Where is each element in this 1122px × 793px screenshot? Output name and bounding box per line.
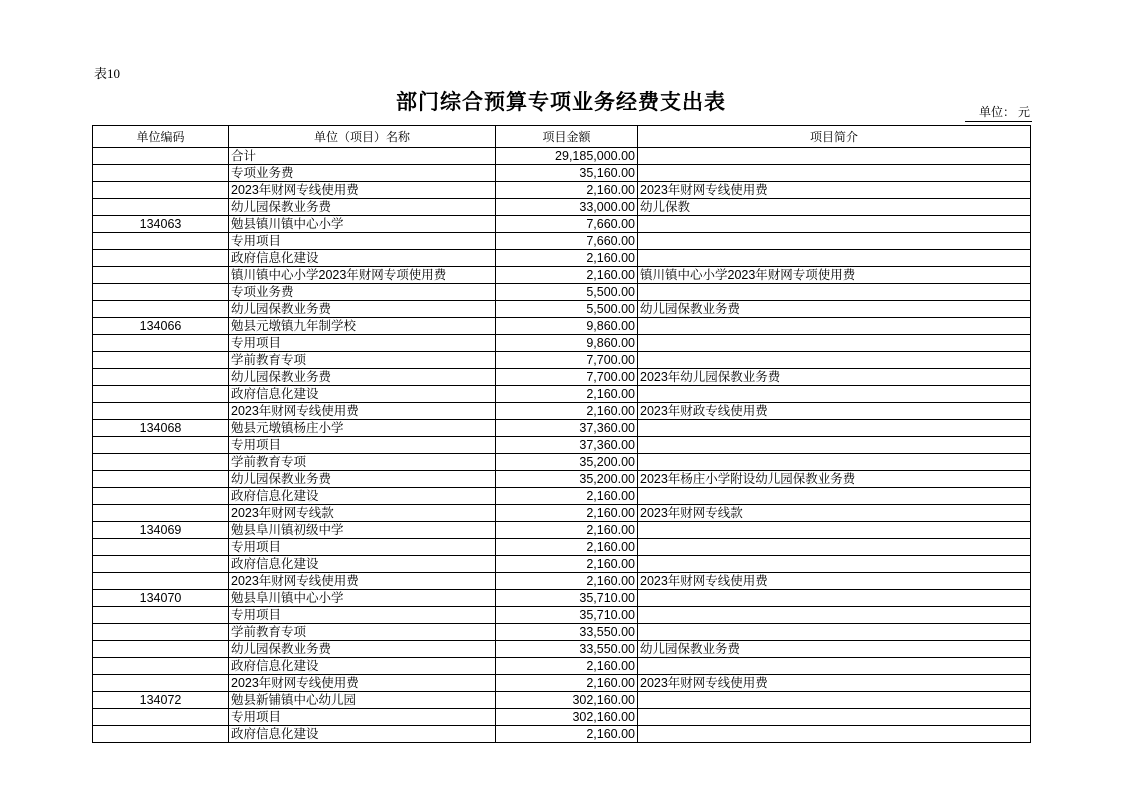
unit-name-cell: 政府信息化建设 — [229, 488, 496, 505]
unit-name-cell: 专用项目 — [229, 437, 496, 454]
unit-code-cell — [93, 233, 229, 250]
description-cell: 2023年杨庄小学附设幼儿园保教业务费 — [638, 471, 1031, 488]
unit-name-cell: 政府信息化建设 — [229, 726, 496, 743]
table-row — [93, 437, 1031, 454]
table-row — [93, 590, 1031, 607]
table-row — [93, 284, 1031, 301]
amount-cell: 2,160.00 — [496, 675, 638, 692]
amount-cell: 2,160.00 — [496, 539, 638, 556]
amount-cell: 29,185,000.00 — [496, 148, 638, 165]
column-header-amount: 项目金额 — [496, 126, 638, 148]
description-cell — [638, 284, 1031, 301]
unit-name-cell: 2023年财网专线使用费 — [229, 675, 496, 692]
amount-cell: 2,160.00 — [496, 403, 638, 420]
unit-name-cell: 勉县镇川镇中心小学 — [229, 216, 496, 233]
unit-code-cell — [93, 471, 229, 488]
table-row — [93, 182, 1031, 199]
unit-code-cell — [93, 369, 229, 386]
unit-name-cell: 2023年财网专线使用费 — [229, 182, 496, 199]
description-cell — [638, 165, 1031, 182]
unit-code-cell — [93, 556, 229, 573]
table-row — [93, 165, 1031, 182]
description-cell: 2023年财网专线使用费 — [638, 182, 1031, 199]
unit-code-cell — [93, 437, 229, 454]
unit-code-cell: 134070 — [93, 590, 229, 607]
description-cell: 幼儿园保教业务费 — [638, 641, 1031, 658]
amount-cell: 2,160.00 — [496, 182, 638, 199]
table-row — [93, 675, 1031, 692]
unit-name-cell: 勉县元墩镇九年制学校 — [229, 318, 496, 335]
table-row — [93, 726, 1031, 743]
table-row — [93, 454, 1031, 471]
unit-name-cell: 勉县阜川镇初级中学 — [229, 522, 496, 539]
amount-cell: 2,160.00 — [496, 573, 638, 590]
description-cell — [638, 318, 1031, 335]
unit-name-cell: 专用项目 — [229, 335, 496, 352]
amount-cell: 33,550.00 — [496, 624, 638, 641]
table-header — [93, 126, 1031, 148]
amount-cell: 7,660.00 — [496, 233, 638, 250]
description-cell — [638, 386, 1031, 403]
unit-name-cell: 幼儿园保教业务费 — [229, 471, 496, 488]
unit-code-cell — [93, 709, 229, 726]
description-cell: 2023年财网专线使用费 — [638, 675, 1031, 692]
description-cell — [638, 250, 1031, 267]
unit-code-cell — [93, 182, 229, 199]
table-row — [93, 420, 1031, 437]
unit-name-cell: 政府信息化建设 — [229, 556, 496, 573]
unit-code-cell — [93, 675, 229, 692]
unit-name-cell: 专项业务费 — [229, 284, 496, 301]
unit-name-cell: 2023年财网专线使用费 — [229, 403, 496, 420]
unit-name-cell: 合计 — [229, 148, 496, 165]
unit-code-cell — [93, 658, 229, 675]
description-cell — [638, 726, 1031, 743]
description-cell — [638, 420, 1031, 437]
description-cell — [638, 454, 1031, 471]
description-cell — [638, 216, 1031, 233]
unit-code-cell — [93, 267, 229, 284]
amount-cell: 302,160.00 — [496, 709, 638, 726]
table-row — [93, 233, 1031, 250]
table-row — [93, 709, 1031, 726]
unit-name-cell: 专用项目 — [229, 233, 496, 250]
amount-cell: 37,360.00 — [496, 420, 638, 437]
description-cell — [638, 607, 1031, 624]
amount-cell: 35,200.00 — [496, 454, 638, 471]
table-body — [93, 148, 1031, 743]
table-row — [93, 607, 1031, 624]
unit-code-cell — [93, 335, 229, 352]
table-row — [93, 488, 1031, 505]
description-cell: 2023年幼儿园保教业务费 — [638, 369, 1031, 386]
amount-cell: 2,160.00 — [496, 488, 638, 505]
description-cell: 2023年财政专线使用费 — [638, 403, 1031, 420]
unit-name-cell: 幼儿园保教业务费 — [229, 369, 496, 386]
unit-code-cell — [93, 454, 229, 471]
amount-cell: 2,160.00 — [496, 250, 638, 267]
budget-expense-table — [92, 125, 1031, 743]
unit-code-cell — [93, 641, 229, 658]
unit-name-cell: 政府信息化建设 — [229, 386, 496, 403]
amount-cell: 2,160.00 — [496, 522, 638, 539]
unit-code-cell — [93, 352, 229, 369]
amount-cell: 2,160.00 — [496, 505, 638, 522]
table-row — [93, 692, 1031, 709]
table-row — [93, 539, 1031, 556]
unit-code-cell — [93, 607, 229, 624]
unit-code-cell — [93, 403, 229, 420]
amount-cell: 302,160.00 — [496, 692, 638, 709]
unit-code-cell — [93, 386, 229, 403]
unit-code-cell — [93, 301, 229, 318]
description-cell — [638, 437, 1031, 454]
table-row — [93, 335, 1031, 352]
page-title: 部门综合预算专项业务经费支出表 — [396, 91, 726, 114]
description-cell — [638, 148, 1031, 165]
column-header-unit-code: 单位编码 — [93, 126, 229, 148]
table-row — [93, 573, 1031, 590]
description-cell: 2023年财网专线款 — [638, 505, 1031, 522]
unit-code-cell — [93, 488, 229, 505]
unit-code-cell — [93, 726, 229, 743]
table-row — [93, 318, 1031, 335]
unit-name-cell: 2023年财网专线款 — [229, 505, 496, 522]
unit-name-cell: 专用项目 — [229, 709, 496, 726]
unit-code-cell — [93, 250, 229, 267]
table-row — [93, 148, 1031, 165]
amount-cell: 2,160.00 — [496, 658, 638, 675]
table-row — [93, 199, 1031, 216]
table-row — [93, 505, 1031, 522]
table-row — [93, 352, 1031, 369]
table-row — [93, 267, 1031, 284]
description-cell: 镇川镇中心小学2023年财网专项使用费 — [638, 267, 1031, 284]
column-header-description: 项目简介 — [638, 126, 1031, 148]
table-row — [93, 386, 1031, 403]
amount-cell: 2,160.00 — [496, 386, 638, 403]
table-row — [93, 556, 1031, 573]
unit-name-cell: 勉县阜川镇中心小学 — [229, 590, 496, 607]
unit-name-cell: 勉县新铺镇中心幼儿园 — [229, 692, 496, 709]
unit-name-cell: 学前教育专项 — [229, 624, 496, 641]
unit-code-cell: 134063 — [93, 216, 229, 233]
amount-cell: 7,700.00 — [496, 352, 638, 369]
description-cell: 幼儿园保教业务费 — [638, 301, 1031, 318]
description-cell — [638, 709, 1031, 726]
table-row — [93, 250, 1031, 267]
table-row — [93, 658, 1031, 675]
unit-name-cell: 政府信息化建设 — [229, 250, 496, 267]
table-row — [93, 216, 1031, 233]
amount-cell: 35,200.00 — [496, 471, 638, 488]
description-cell — [638, 658, 1031, 675]
unit-name-cell: 专用项目 — [229, 539, 496, 556]
table-row — [93, 624, 1031, 641]
unit-code-cell: 134069 — [93, 522, 229, 539]
amount-cell: 37,360.00 — [496, 437, 638, 454]
unit-name-cell: 幼儿园保教业务费 — [229, 199, 496, 216]
amount-cell: 35,710.00 — [496, 607, 638, 624]
unit-name-cell: 勉县元墩镇杨庄小学 — [229, 420, 496, 437]
amount-cell: 2,160.00 — [496, 726, 638, 743]
table-row — [93, 522, 1031, 539]
description-cell — [638, 692, 1031, 709]
unit-name-cell: 镇川镇中心小学2023年财网专项使用费 — [229, 267, 496, 284]
description-cell — [638, 352, 1031, 369]
sheet-number-label: 表10 — [94, 66, 121, 81]
amount-cell: 33,550.00 — [496, 641, 638, 658]
description-cell — [638, 233, 1031, 250]
unit-code-cell — [93, 539, 229, 556]
amount-cell: 9,860.00 — [496, 335, 638, 352]
amount-cell: 2,160.00 — [496, 556, 638, 573]
unit-code-cell: 134072 — [93, 692, 229, 709]
amount-cell: 7,700.00 — [496, 369, 638, 386]
amount-cell: 2,160.00 — [496, 267, 638, 284]
unit-name-cell: 学前教育专项 — [229, 352, 496, 369]
unit-code-cell — [93, 505, 229, 522]
description-cell — [638, 488, 1031, 505]
column-header-unit-name: 单位（项目）名称 — [229, 126, 496, 148]
unit-name-cell: 政府信息化建设 — [229, 658, 496, 675]
table-row — [93, 403, 1031, 420]
unit-code-cell: 134068 — [93, 420, 229, 437]
unit-name-cell: 幼儿园保教业务费 — [229, 301, 496, 318]
unit-name-cell: 2023年财网专线使用费 — [229, 573, 496, 590]
amount-cell: 33,000.00 — [496, 199, 638, 216]
amount-cell: 5,500.00 — [496, 284, 638, 301]
description-cell — [638, 590, 1031, 607]
amount-cell: 7,660.00 — [496, 216, 638, 233]
unit-code-cell — [93, 573, 229, 590]
unit-name-cell: 专用项目 — [229, 607, 496, 624]
amount-cell: 35,160.00 — [496, 165, 638, 182]
description-cell — [638, 624, 1031, 641]
table-row — [93, 369, 1031, 386]
unit-code-cell — [93, 199, 229, 216]
amount-cell: 9,860.00 — [496, 318, 638, 335]
description-cell — [638, 335, 1031, 352]
unit-code-cell — [93, 624, 229, 641]
description-cell: 2023年财网专线使用费 — [638, 573, 1031, 590]
header-row — [93, 126, 1031, 148]
unit-name-cell: 学前教育专项 — [229, 454, 496, 471]
unit-code-cell — [93, 148, 229, 165]
unit-code-cell — [93, 284, 229, 301]
description-cell — [638, 556, 1031, 573]
currency-unit-note: 单位： 元 — [965, 103, 1032, 122]
description-cell — [638, 539, 1031, 556]
table-row — [93, 641, 1031, 658]
description-cell: 幼儿保教 — [638, 199, 1031, 216]
description-cell — [638, 522, 1031, 539]
unit-name-cell: 专项业务费 — [229, 165, 496, 182]
unit-name-cell: 幼儿园保教业务费 — [229, 641, 496, 658]
table-row — [93, 471, 1031, 488]
amount-cell: 35,710.00 — [496, 590, 638, 607]
unit-code-cell: 134066 — [93, 318, 229, 335]
unit-code-cell — [93, 165, 229, 182]
amount-cell: 5,500.00 — [496, 301, 638, 318]
table-row — [93, 301, 1031, 318]
